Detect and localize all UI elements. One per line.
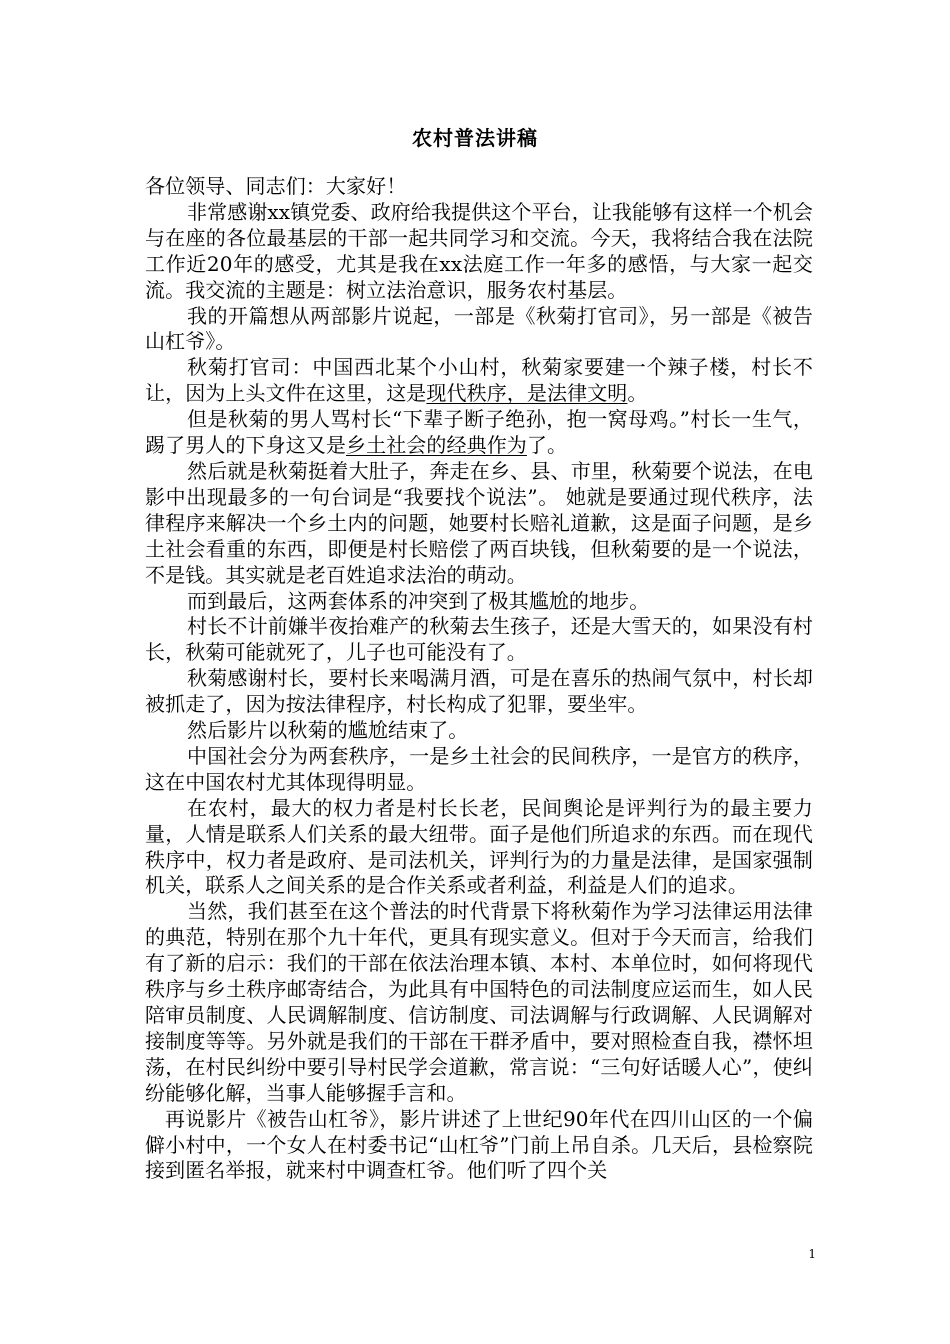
paragraph-inspiration: 当然，我们甚至在这个普法的时代背景下将秋菊作为学习法律运用法律的典范，特别在那个九十年代，更具有现实意义。但对于今天而言，给我们有了新的启示：我们的干部在依法治理本镇、本村、本单位时，如何将现代秩序与乡土秩序邮寄结合，为此具有中国特色的司法制度应运而生，如人民陪审员制度、人民调解制度、信访制度、司法调解与行政调解、人民调解对接制度等等。另外就是我们的干部在干群矛盾中，要对照检查自我，襟怀坦荡，在村民纠纷中要引导村民学会道歉，常言说：“三句好话暖人心”，使纠纷能够化解，当事人能够握手言和。 — [145, 899, 813, 1105]
paragraph-opening: 我的开篇想从两部影片说起，一部是《秋菊打官司》，另一部是《被告山杠爷》。 — [145, 303, 813, 354]
paragraph-text: 秋菊打官司：中国西北某个小山村，秋菊家要建一个辣子楼，村长不让，因为上头文件在这里，这是 — [145, 355, 813, 406]
document-body — [145, 174, 813, 1184]
paragraph-text: 。 — [627, 381, 648, 406]
paragraph-qiuju-summary — [145, 355, 813, 407]
paragraph-ending: 然后影片以秋菊的尴尬结束了。 — [187, 718, 469, 743]
paragraph-thanks: 非常感谢xx镇党委、政府给我提供这个平台，让我能够有这样一个机会与在座的各位最基层的干部一起共同学习和交流。今天，我将结合我在法院工作近20年的感受，尤其是我在xx法庭工作一年多的感悟，与大家一起交流。我交流的主题是：树立法治意识，服务农村基层。 — [145, 199, 813, 302]
underlined-phrase: 乡土社会的经典作为 — [346, 433, 527, 458]
paragraph-seeking-explanation: 然后就是秋菊挺着大肚子，奔走在乡、县、市里，秋菊要个说法，在电影中出现最多的一句台词是“我要找个说法”。 她就是要通过现代秩序，法律程序来解决一个乡土内的问题，她要村长赔礼道歉，这是面子问题，是乡土社会看重的东西，即便是村长赔偿了两百块钱，但秋菊要的是一个说法，不是钱。其实就是老百姓追求法治的萌动。 — [145, 458, 813, 587]
page-number: 1 — [808, 1247, 816, 1261]
paragraph-text: 但是秋菊的男人骂村长“下辈子断子绝孙，抱一窝母鸡。”村长一生气，踢了男人的下身这又是 — [145, 407, 813, 458]
paragraph-husband-curse — [145, 407, 813, 459]
paragraph-childbirth: 村长不计前嫌半夜抬难产的秋菊去生孩子，还是大雪天的，如果没有村长，秋菊可能就死了，儿子也可能没有了。 — [145, 614, 813, 665]
document-title: 农村普法讲稿 — [412, 126, 538, 150]
paragraph-text: 了。 — [526, 433, 568, 458]
underlined-phrase: 现代秩序，是法律文明 — [426, 381, 628, 406]
paragraph-arrest: 秋菊感谢村长，要村长来喝满月酒，可是在喜乐的热闹气氛中，村长却被抓走了，因为按法律程序，村长构成了犯罪，要坐牢。 — [145, 666, 813, 717]
greeting-paragraph: 各位领导、同志们：大家好！ — [145, 174, 407, 198]
paragraph-rural-power: 在农村，最大的权力者是村长长老，民间舆论是评判行为的最主要力量，人情是联系人们关系的最大纽带。面子是他们所追求的东西。而在现代秩序中，权力者是政府、是司法机关，评判行为的力量是法律，是国家强制机关，联系人之间关系的是合作关系或者利益，利益是人们的追求。 — [145, 795, 813, 898]
paragraph-two-orders: 中国社会分为两套秩序，一是乡土社会的民间秩序，一是官方的秩序，这在中国农村尤其体现得明显。 — [145, 743, 813, 794]
paragraph-shangangye: 再说影片《被告山杠爷》，影片讲述了上世纪90年代在四川山区的一个偏僻小村中，一个女人在村委书记“山杠爷”门前上吊自杀。几天后，县检察院接到匿名举报，就来村中调查杠爷。他们听了四个关 — [145, 1106, 813, 1183]
paragraph-conflict: 而到最后，这两套体系的冲突到了极其尴尬的地步。 — [187, 588, 650, 613]
